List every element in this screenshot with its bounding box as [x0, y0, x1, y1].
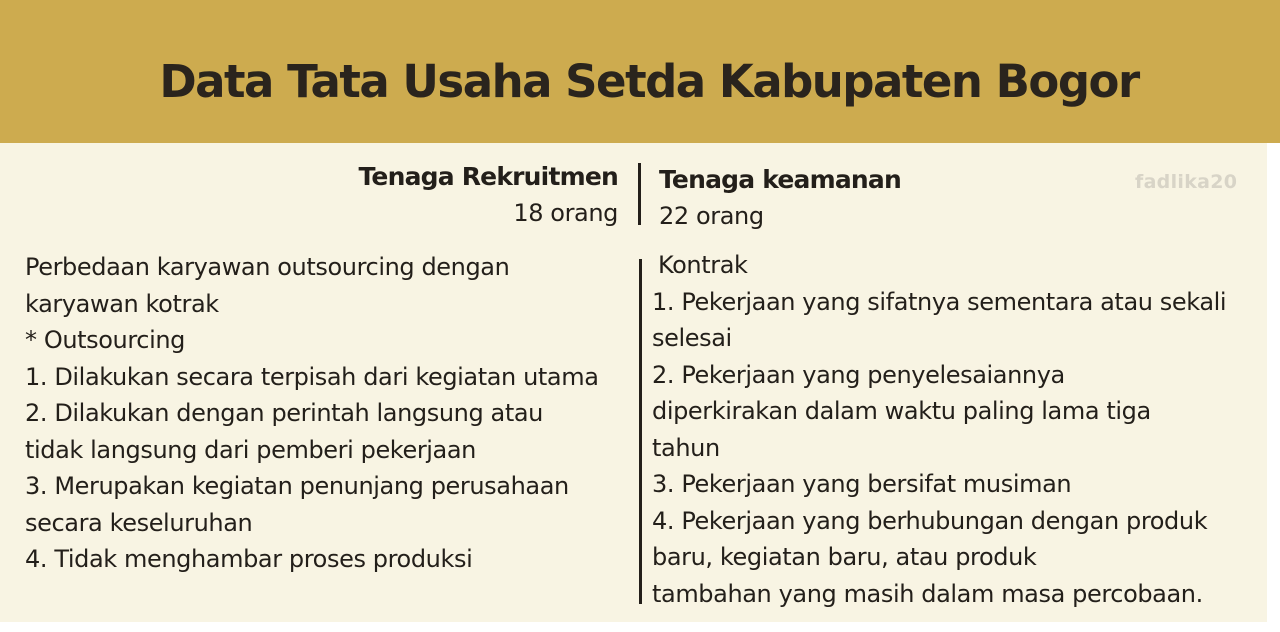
list-item: tambahan yang masih dalam masa percobaan.	[652, 579, 1203, 608]
list-item: 3. Pekerjaan yang bersifat musiman	[652, 470, 1072, 498]
watermark: fadlika20	[1135, 171, 1238, 193]
stat-security-label: Tenaga keamanan	[659, 165, 901, 194]
outsourcing-list	[25, 249, 635, 578]
divider-bottom	[639, 259, 642, 604]
list-item: * Outsourcing	[25, 326, 185, 354]
list-item: diperkirakan dalam waktu paling lama tiga	[652, 397, 1151, 425]
list-item: 2. Dilakukan dengan perintah langsung atau	[25, 399, 543, 427]
list-item: secara keseluruhan	[25, 508, 253, 537]
frame-edge-right	[1267, 143, 1280, 632]
list-item: selesai	[652, 324, 732, 352]
page-title: Data Tata Usaha Setda Kabupaten Bogor	[159, 55, 1139, 108]
list-item: 1. Pekerjaan yang sifatnya sementara atau sekali	[652, 287, 1227, 316]
list-item: 4. Tidak menghambar proses produksi	[25, 545, 473, 573]
list-item: 4. Pekerjaan yang berhubungan dengan produk	[652, 506, 1208, 535]
frame-edge-bottom	[0, 622, 1280, 632]
list-item: tahun	[652, 433, 720, 462]
list-item: 1. Dilakukan secara terpisah dari kegiatan utama	[25, 362, 599, 391]
stat-recruitment	[300, 159, 618, 231]
divider-top	[638, 163, 641, 225]
list-item: 3. Merupakan kegiatan penunjang perusahaan	[25, 472, 569, 500]
list-item: Kontrak	[658, 251, 748, 279]
list-item: 2. Pekerjaan yang penyelesaiannya	[652, 360, 1065, 389]
contract-list	[652, 247, 1264, 612]
stat-recruitment-label: Tenaga Rekruitmen	[358, 162, 618, 191]
stat-recruitment-value: 18 orang	[513, 199, 618, 227]
list-item: Perbedaan karyawan outsourcing dengan	[25, 253, 510, 281]
list-item: baru, kegiatan baru, atau produk	[652, 543, 1037, 571]
stat-security-value: 22 orang	[659, 202, 764, 230]
stat-security	[659, 162, 1059, 234]
list-item: tidak langsung dari pemberi pekerjaan	[25, 435, 476, 464]
list-item: karyawan kotrak	[25, 289, 219, 318]
